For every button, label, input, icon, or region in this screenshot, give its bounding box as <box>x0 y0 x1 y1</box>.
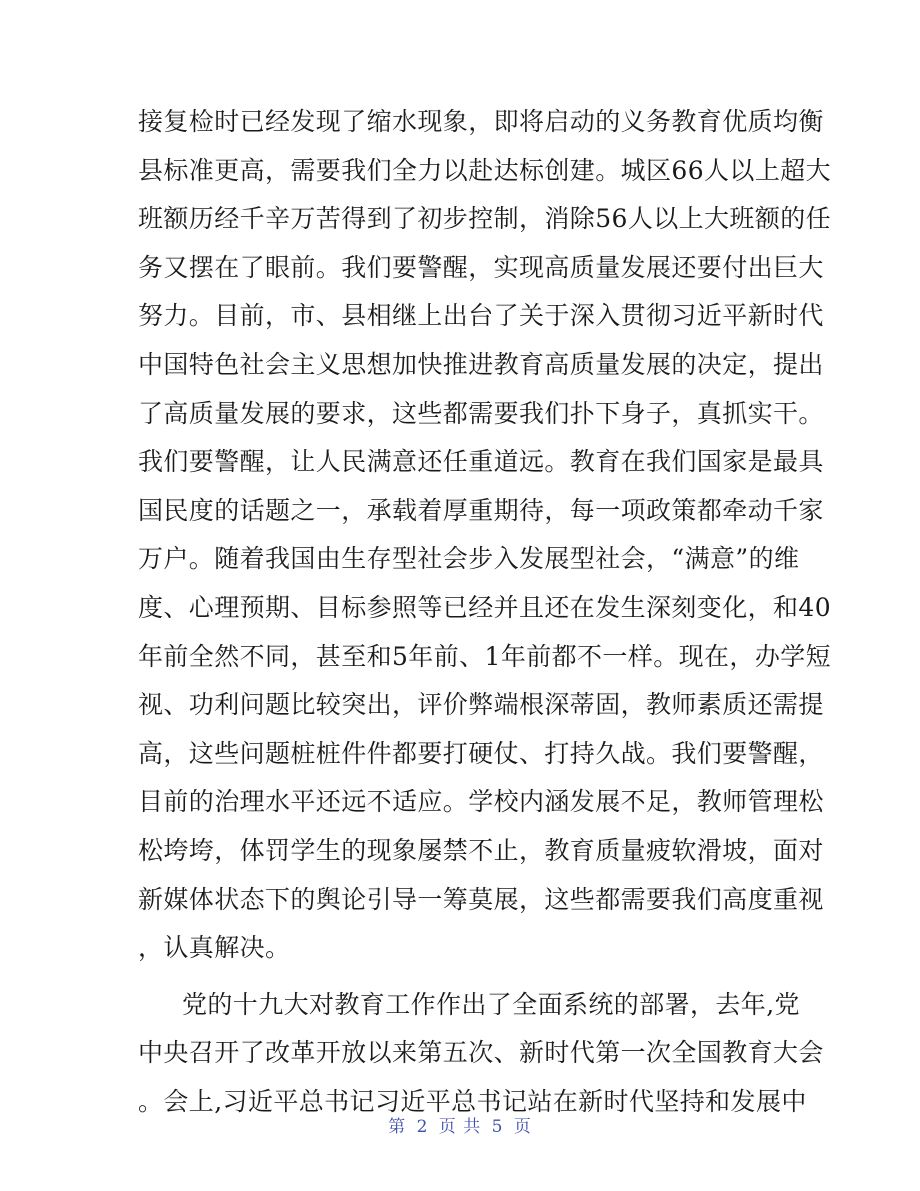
text-line: 新媒体状态下的舆论引导一筹莫展，这些都需要我们高度重视 <box>138 884 824 914</box>
text-line: 国民度的话题之一，承载着厚重期待，每一项政策都牵动千家 <box>138 495 824 525</box>
text-line: 班额历经千辛万苦得到了初步控制，消除56人以上大班额的任 <box>138 204 832 234</box>
text-line: 党的十九大对教育工作作出了全面系统的部署，去年,党 <box>182 989 800 1019</box>
text-line: 年前全然不同，甚至和5年前、1年前都不一样。现在，办学短 <box>138 641 832 671</box>
text-line: 中央召开了改革开放以来第五次、新时代第一次全国教育大会 <box>138 1038 824 1068</box>
text-line: 高，这些问题桩桩件件都要打硬仗、打持久战。我们要警醒， <box>138 738 824 768</box>
text-line: 视、功利问题比较突出，评价弊端根深蒂固，教师素质还需提 <box>138 690 824 720</box>
text-line: 。会上,习近平总书记习近平总书记站在新时代坚持和发展中 <box>138 1086 807 1116</box>
footer-suffix: 页 <box>513 1117 532 1137</box>
text-line: 努力。目前，市、县相继上出台了关于深入贯彻习近平新时代 <box>138 301 824 331</box>
text-line: 了高质量发展的要求，这些都需要我们扑下身子，真抓实干。 <box>138 398 824 428</box>
text-line: 中国特色社会主义思想加快推进教育高质量发展的决定，提出 <box>138 349 824 379</box>
footer-prefix: 第 <box>388 1117 407 1137</box>
text-line: 接复检时已经发现了缩水现象，即将启动的义务教育优质均衡 <box>138 107 824 136</box>
text-line: ，认真解决。 <box>138 933 291 963</box>
footer-middle: 页 共 <box>438 1117 482 1137</box>
text-line: 松垮垮，体罚学生的现象屡禁不止，教育质量疲软滑坡，面对 <box>138 835 824 865</box>
text-line: 我们要警醒，让人民满意还任重道远。教育在我们国家是最具 <box>138 447 824 477</box>
body-text <box>138 98 832 1126</box>
footer-page-number: 2 <box>416 1117 429 1137</box>
page-footer <box>0 1112 920 1137</box>
text-line: 县标准更高，需要我们全力以赴达标创建。城区66人以上超大 <box>138 155 832 185</box>
text-line: 目前的治理水平还远不适应。学校内涵发展不足，教师管理松 <box>138 787 824 817</box>
paragraph-gap <box>138 973 788 981</box>
footer-total-pages: 5 <box>491 1117 504 1137</box>
text-line: 务又摆在了眼前。我们要警醒，实现高质量发展还要付出巨大 <box>138 252 824 282</box>
text-line: 度、心理预期、目标参照等已经并且还在发生深刻变化，和40 <box>138 592 832 622</box>
text-line: 万户。随着我国由生存型社会步入发展型社会，“满意”的维 <box>138 544 800 574</box>
